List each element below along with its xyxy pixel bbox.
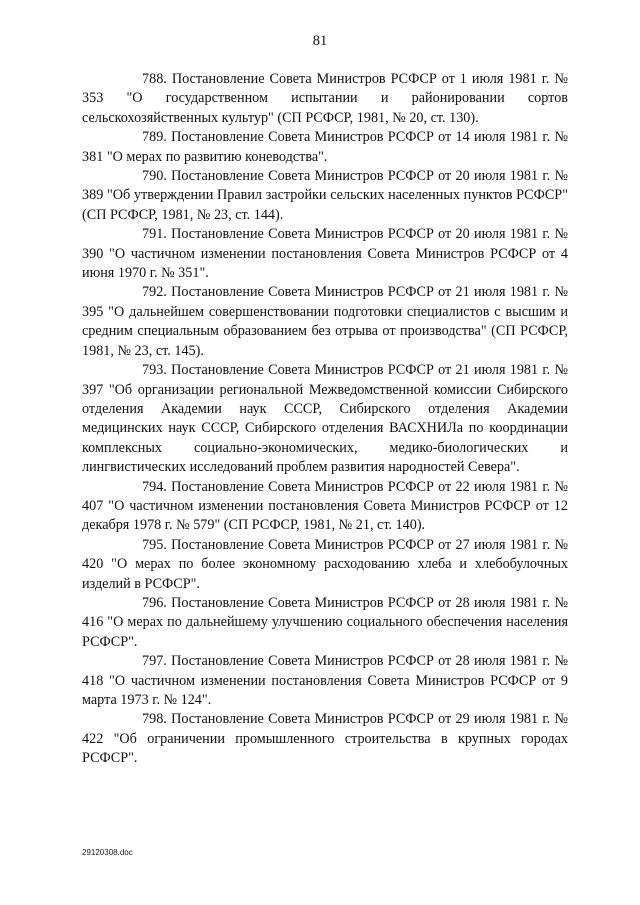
page-number: 81 (312, 33, 328, 49)
list-item: 790. Постановление Совета Министров РСФСР от 20 июля 1981 г. № 389 "Об утверждении Правил застройки сельских населенных пунктов РСФСР" (СП РСФСР, 1981, № 23, ст. 144). (82, 168, 568, 223)
document-body (82, 70, 568, 769)
list-item: 789. Постановление Совета Министров РСФСР от 14 июля 1981 г. № 381 "О мерах по развитию коневодства". (82, 129, 568, 165)
list-item: 798. Постановление Совета Министров РСФСР от 29 июля 1981 г. № 422 "Об ограничении промышленного строительства в крупных городах РСФСР". (82, 711, 568, 767)
list-item: 792. Постановление Совета Министров РСФСР от 21 июля 1981 г. № 395 "О дальнейшем совершенствовании подготовки специалистов с высшим и средним специальным образованием без отрыва от производства" (СП РСФСР, 1981, № 23, ст. 145). (82, 284, 568, 359)
list-item: 793. Постановление Совета Министров РСФСР от 21 июля 1981 г. № 397 "Об организации региональной Межведомственной комиссии Сибирского отделения Академии наук СССР, Сибирского отделения Академии медицинских наук СССР, Сибирского отделения ВАСХНИЛа по координации комплексных социально-экономических, медико-биологических и лингвистических исследований проблем развития народностей Севера". (82, 362, 568, 476)
list-item: 797. Постановление Совета Министров РСФСР от 28 июля 1981 г. № 418 "О частичном изменении постановления Совета Министров РСФСР от 9 марта 1973 г. № 124". (82, 653, 568, 708)
footer-filename: 29120308.doc (82, 848, 133, 857)
list-item: 794. Постановление Совета Министров РСФСР от 22 июля 1981 г. № 407 "О частичном изменении постановления Совета Министров РСФСР от 12 декабря 1978 г. № 579" (СП РСФСР, 1981, № 21, ст. 140). (82, 478, 568, 534)
list-item: 796. Постановление Совета Министров РСФСР от 28 июля 1981 г. № 416 "О мерах по дальнейшему улучшению социального обеспечения населения РСФСР". (82, 594, 568, 650)
list-item: 795. Постановление Совета Министров РСФСР от 27 июля 1981 г. № 420 "О мерах по более экономному расходованию хлеба и хлебобулочных изделий в РСФСР". (82, 536, 568, 592)
list-item: 791. Постановление Совета Министров РСФСР от 20 июля 1981 г. № 390 "О частичном изменении постановления Совета Министров РСФСР от 4 июня 1970 г. № 351". (82, 226, 568, 282)
list-item: 788. Постановление Совета Министров РСФСР от 1 июля 1981 г. № 353 "О государственном испытании и районировании сортов сельскохозяйственных культур" (СП РСФСР, 1981, № 20, ст. 130). (82, 71, 568, 126)
